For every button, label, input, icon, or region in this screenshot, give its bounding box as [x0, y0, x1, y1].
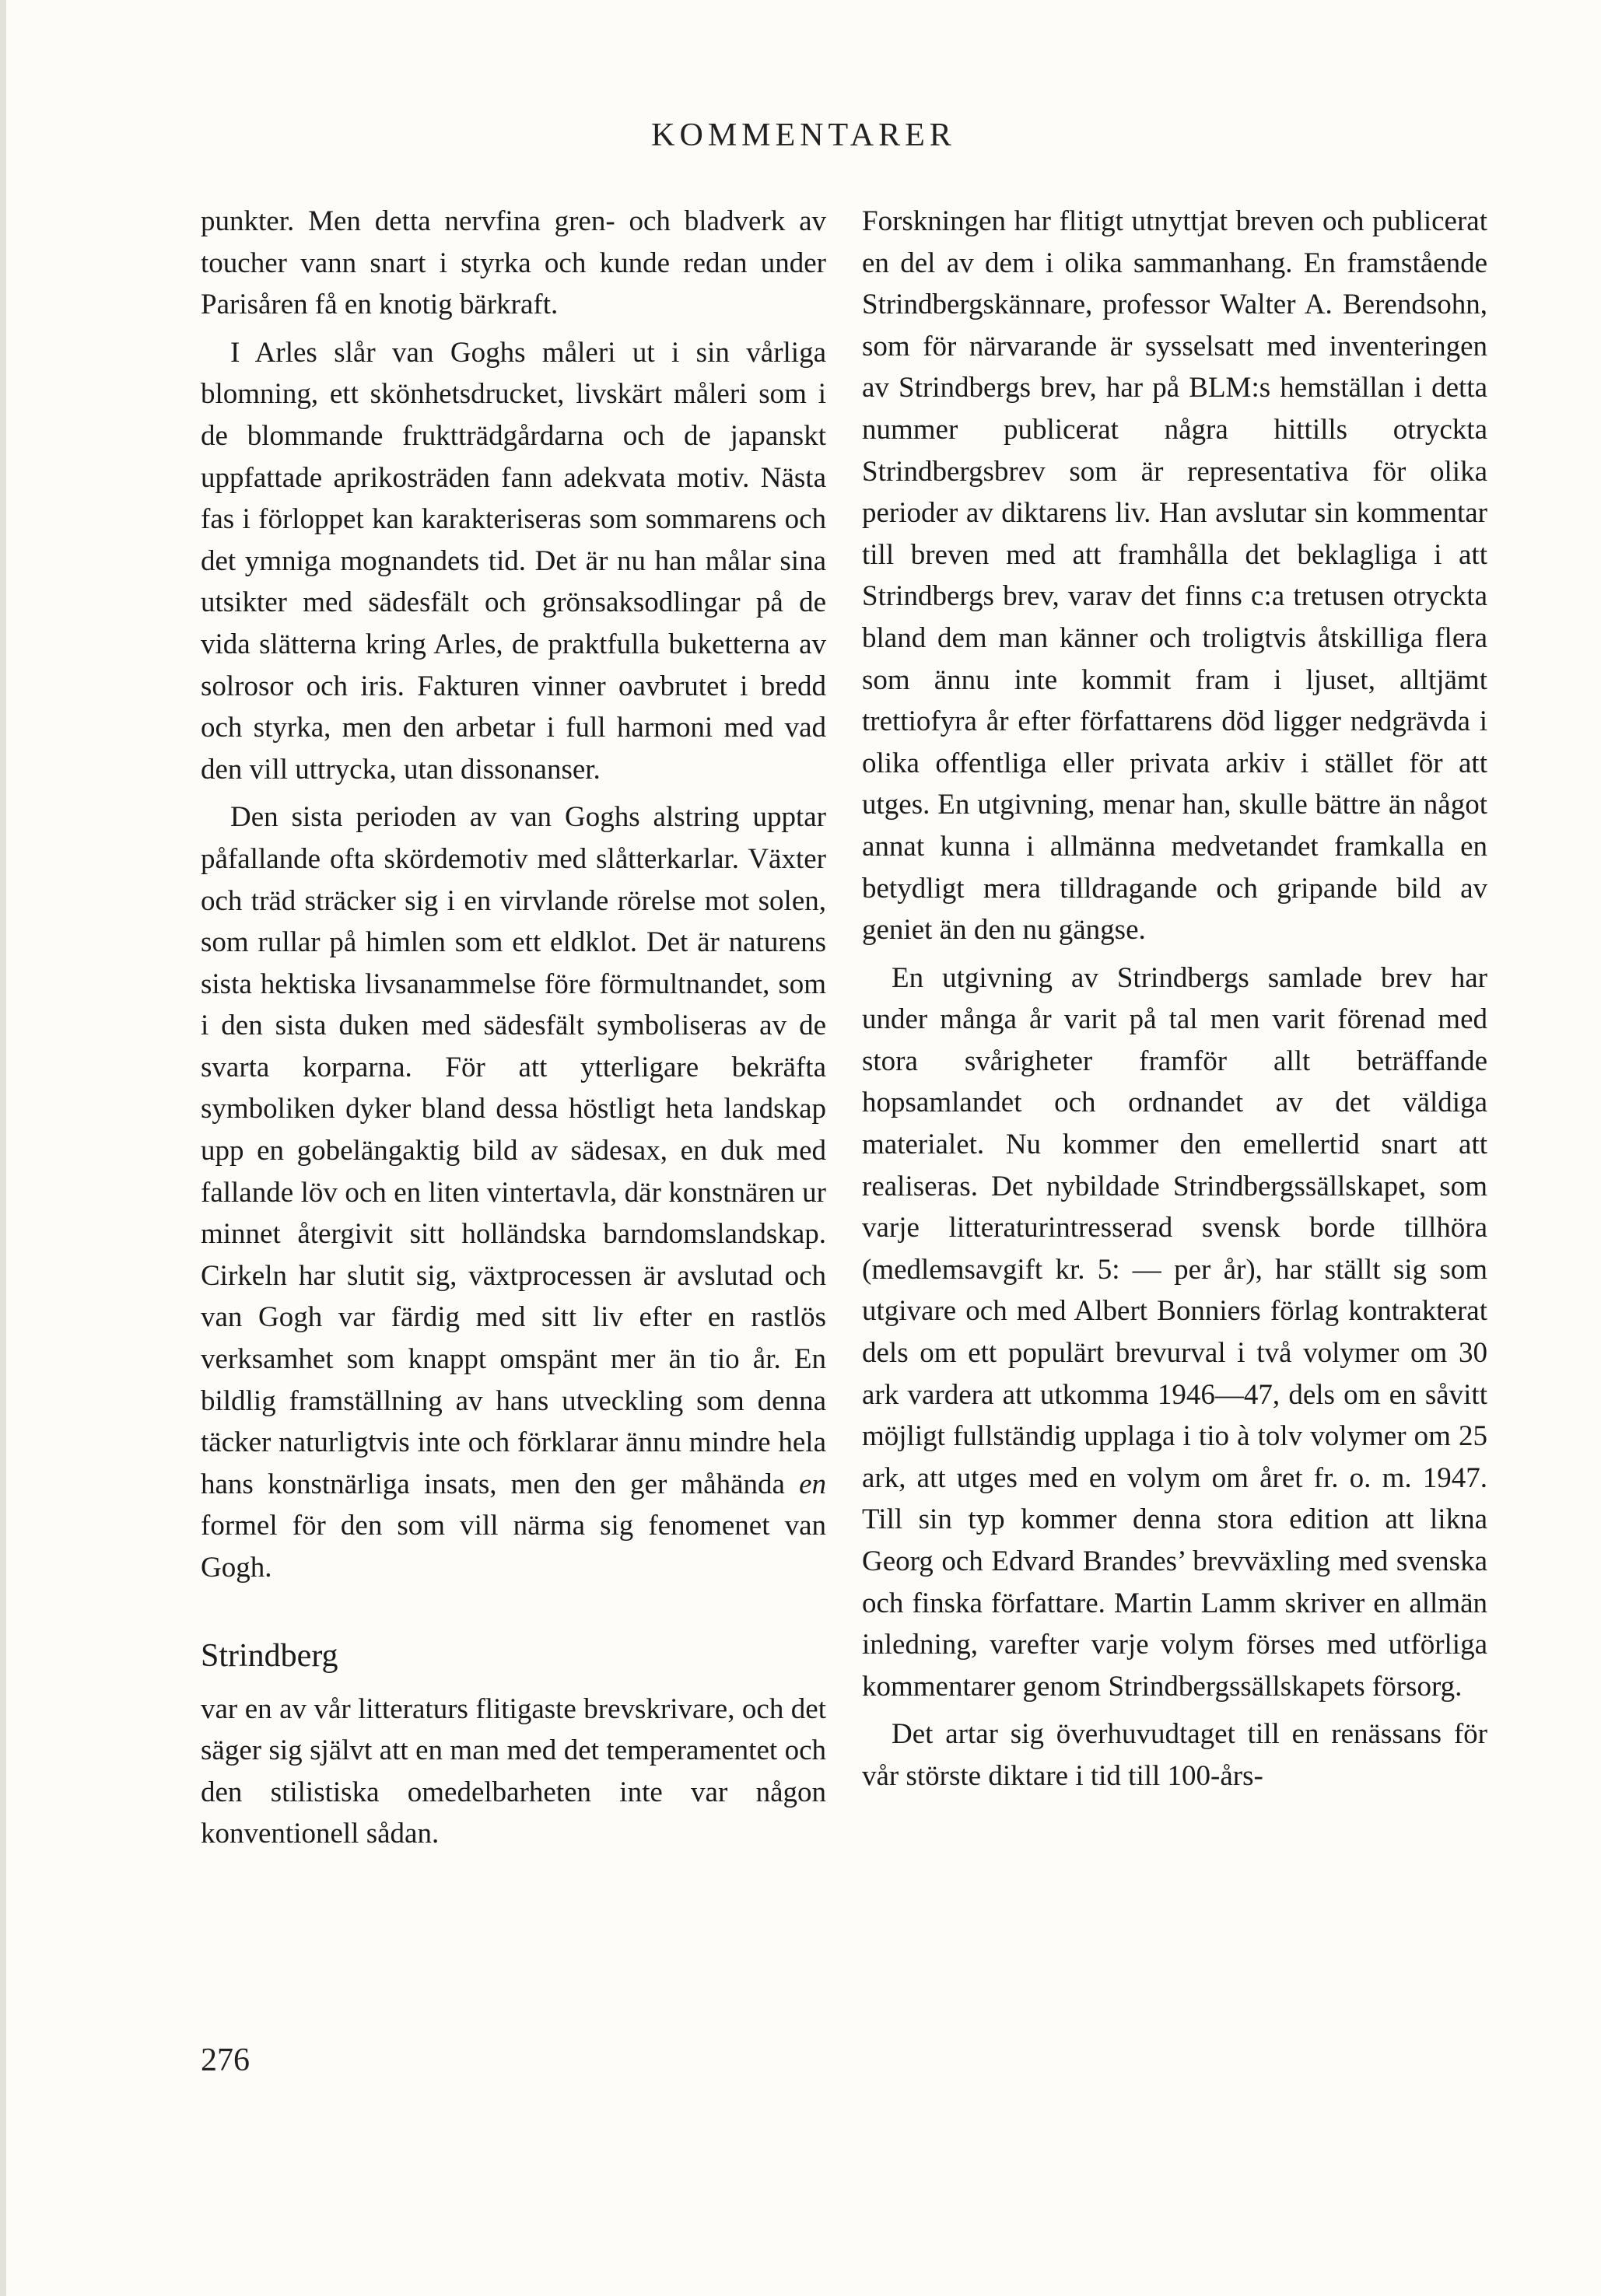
paragraph-right-2: En utgivning av Strindbergs samlade brev har under många år varit på tal men varit förenad med stora svårigheter framför allt beträffande hopsamlandet och ordnandet av det väldiga materialet. Nu kommer den emellertid snart att realiseras. Det nybildade Strindbergssällskapet, som varje litteraturintresserad svensk borde tillhöra (medlemsavgift kr. 5: — per år), har ställt sig som utgivare och med Albert Bonniers förlag kontrakterat dels om ett populärt brevurval i två volymer om 30 ark vardera att utkomma 1946—47, dels om en såvitt möjligt fullständig upplaga i tio à tolv volymer om 25 ark, att utges med en volym om året fr. o. m. 1947. Till sin typ kommer denna stora edition att likna Georg och Edvard Brandes’ brevväxling med svenska och finska författare. Martin Lamm skriver en allmän inledning, varefter varje volym förses med utförliga kommentarer genom Strindbergssällskapets försorg. [862, 961, 1487, 1703]
section-heading-strindberg: Strindberg [201, 1637, 338, 1674]
page-number: 276 [201, 2042, 250, 2078]
paragraph-left-3-text-a: Den sista perioden av van Goghs alstring upptar påfallande ofta skördemotiv med slåtterkarlar. Växter och träd sträcker sig i en virvlande rörelse mot solen, som rullar på himlen som ett eldklot. Det är naturens sista hektiska livsanammelse före förmultnandet, som i den sista duken med sädesfält symboliseras av de svarta korparna. För att ytterligare bekräfta symboliken dyker bland dessa höstligt heta landskap upp en gobelängaktig bild av sädesax, en duk med fallande löv och en liten vintertavla, där konstnären ur minnet återgivit sitt holländska barndomslandskap. Cirkeln har slutit sig, växtprocessen är avslutad och van Gogh var färdig med sitt liv efter en rastlös verksamhet som knappt omspänt mer än tio år. En bildlig framställning av hans utveckling som denna täcker naturligtvis inte och förklarar ännu mindre hela hans konstnärliga insats, men den ger måhända [201, 801, 826, 1500]
emphasis-en: en [799, 1468, 826, 1500]
paragraph-left-3-text-b: formel för den som vill närma sig fenomenet van Gogh. [201, 1510, 826, 1584]
paragraph-left-2: I Arles slår van Goghs måleri ut i sin vårliga blomning, ett skönhetsdrucket, livskärt måleri som i de blommande fruktträdgårdarna och de japanskt uppfattade aprikosträden fann adekvata motiv. Nästa fas i förloppet kan karakteriseras som sommarens och det ymniga mognandets tid. Det är nu han målar sina utsikter med sädesfält och grönsaksodlingar på de vida slätterna kring Arles, de praktfulla buketterna av solrosor och iris. Fakturen vinner oavbrutet i bredd och styrka, men den arbetar i full harmoni med vad den vill uttrycka, utan dissonanser. [201, 336, 826, 786]
left-column [201, 201, 826, 1861]
paragraph-left-4: var en av vår litteraturs flitigaste brevskrivare, och det säger sig självt att en man med det temperamentet och den stilistiska omedelbarheten inte var någon konventionell sådan. [201, 1692, 826, 1850]
right-column [862, 201, 1487, 1804]
paragraph-left-3 [201, 796, 826, 1588]
paragraph-right-1: Forskningen har flitigt utnyttjat breven och publicerat en del av dem i olika sammanhang. En framstående Strindbergskännare, professor Walter A. Berendsohn, som för närvarande är sysselsatt med inventeringen av Strindbergs brev, har på BLM:s hemställan i detta nummer publicerat några hittills otryckta Strindbergsbrev som är representativa för olika perioder av diktarens liv. Han avslutar sin kommentar till breven med att framhålla det beklagliga i att Strindbergs brev, varav det finns c:a tretusen otryckta bland dem man känner och troligtvis åtskilliga flera som ännu inte kommit fram i ljuset, alltjämt trettiofyra år efter författarens död ligger nedgrävda i olika offentliga eller privata arkiv i stället för att utges. En utgivning, menar han, skulle bättre än något annat kunna i allmänna medvetandet framkalla en betydligt mera tilldragande och gripande bild av geniet än den nu gängse. [862, 205, 1487, 947]
paragraph-right-3: Det artar sig överhuvudtaget till en renässans för vår störste diktare i tid till 100-års- [862, 1718, 1487, 1792]
paragraph-left-1: punkter. Men detta nervfina gren- och bladverk av toucher vann snart i styrka och kunde redan under Parisåren få en knotig bärkraft. [201, 205, 826, 321]
running-head: KOMMENTARER [651, 117, 956, 153]
